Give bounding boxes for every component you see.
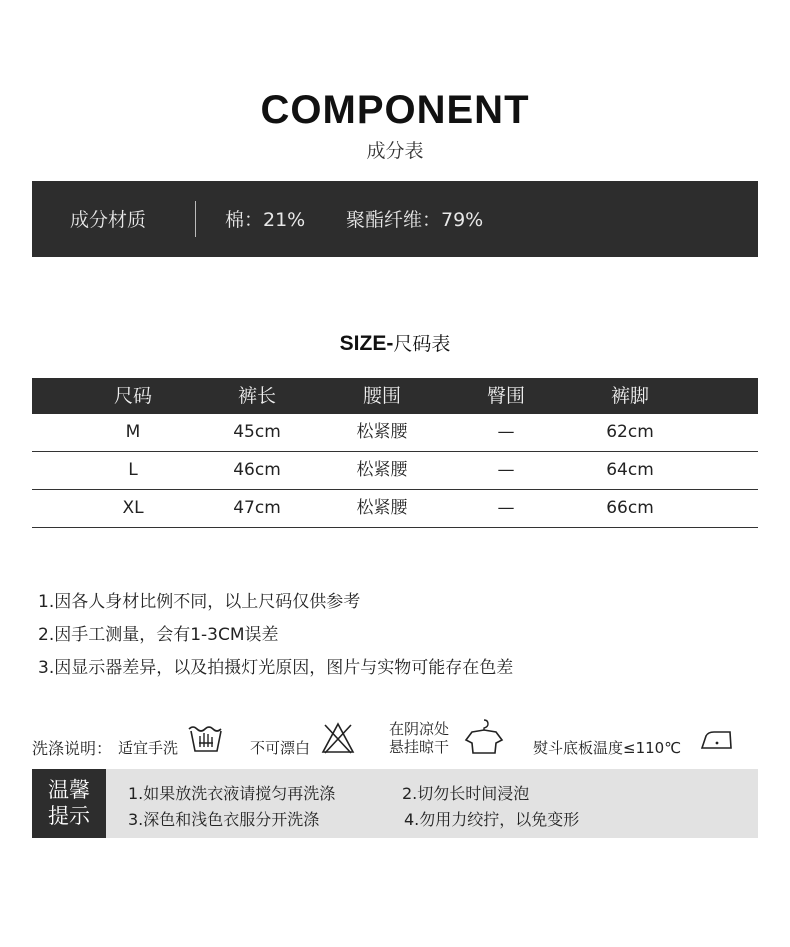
cell-length: 45cm <box>233 422 281 442</box>
cell-length: 47cm <box>233 498 281 518</box>
cell-waist: 松紧腰 <box>356 498 408 518</box>
header-hip: 臀围 <box>486 385 525 407</box>
care-no-bleach-text: 不可漂白 <box>250 739 311 757</box>
page-subtitle: 成分表 <box>366 140 424 162</box>
tip-item: 2.切勿长时间浸泡 <box>402 784 530 803</box>
cell-hip: — <box>497 422 515 442</box>
size-title-rest: 尺码表 <box>393 333 451 355</box>
cell-size: L <box>128 460 138 480</box>
note-item: 1.因各人身材比例不同，以上尺码仅供参考 <box>38 592 361 612</box>
material-divider <box>195 201 196 237</box>
cell-size: XL <box>122 498 144 518</box>
care-label: 洗涤说明： <box>32 739 113 758</box>
material-item-cotton: 棉：21% <box>225 209 306 231</box>
iron-icon <box>700 728 734 752</box>
tips-box <box>32 769 758 838</box>
cell-hem: 64cm <box>606 460 654 480</box>
care-iron-text: 熨斗底板温度≤110℃ <box>533 739 682 757</box>
care-shade-dry-line2: 悬挂晾干 <box>389 738 450 756</box>
table-row <box>32 490 758 528</box>
tip-item: 3.深色和浅色衣服分开洗涤 <box>128 810 320 829</box>
header-waist: 腰围 <box>362 385 401 407</box>
page-title: COMPONENT <box>260 88 530 132</box>
cell-waist: 松紧腰 <box>356 422 408 442</box>
hand-wash-icon <box>187 721 225 755</box>
size-title-bold: SIZE- <box>339 332 394 355</box>
cell-length: 46cm <box>233 460 281 480</box>
table-row <box>32 414 758 452</box>
care-instructions <box>32 716 758 766</box>
tips-badge-line1: 温馨 <box>48 778 90 802</box>
note-item: 2.因手工测量，会有1-3CM误差 <box>38 625 279 645</box>
material-label: 成分材质 <box>70 209 147 231</box>
care-hand-wash-text: 适宜手洗 <box>118 739 179 757</box>
table-row <box>32 452 758 490</box>
tips-badge-line2: 提示 <box>48 804 90 828</box>
note-item: 3.因显示器差异，以及拍摄灯光原因，图片与实物可能存在色差 <box>38 658 514 678</box>
cell-hip: — <box>497 498 515 518</box>
material-bar <box>32 181 758 257</box>
no-bleach-icon <box>320 720 356 756</box>
size-table <box>32 378 758 528</box>
material-item-polyester: 聚酯纤维：79% <box>346 209 484 231</box>
header-size: 尺码 <box>113 385 152 407</box>
size-table-header <box>32 378 758 414</box>
tip-item: 1.如果放洗衣液请搅匀再洗涤 <box>128 784 336 803</box>
header-hem: 裤脚 <box>610 385 649 407</box>
tip-item: 4.勿用力绞拧，以免变形 <box>404 810 580 829</box>
tips-badge <box>32 769 106 838</box>
notes-list <box>38 590 513 689</box>
cell-hem: 62cm <box>606 422 654 442</box>
cell-waist: 松紧腰 <box>356 460 408 480</box>
cell-hip: — <box>497 460 515 480</box>
care-shade-dry-line1: 在阴凉处 <box>389 720 450 738</box>
size-title <box>0 329 790 356</box>
hang-dry-icon <box>464 718 504 756</box>
header-length: 裤长 <box>237 385 276 407</box>
cell-hem: 66cm <box>606 498 654 518</box>
cell-size: M <box>125 422 141 442</box>
